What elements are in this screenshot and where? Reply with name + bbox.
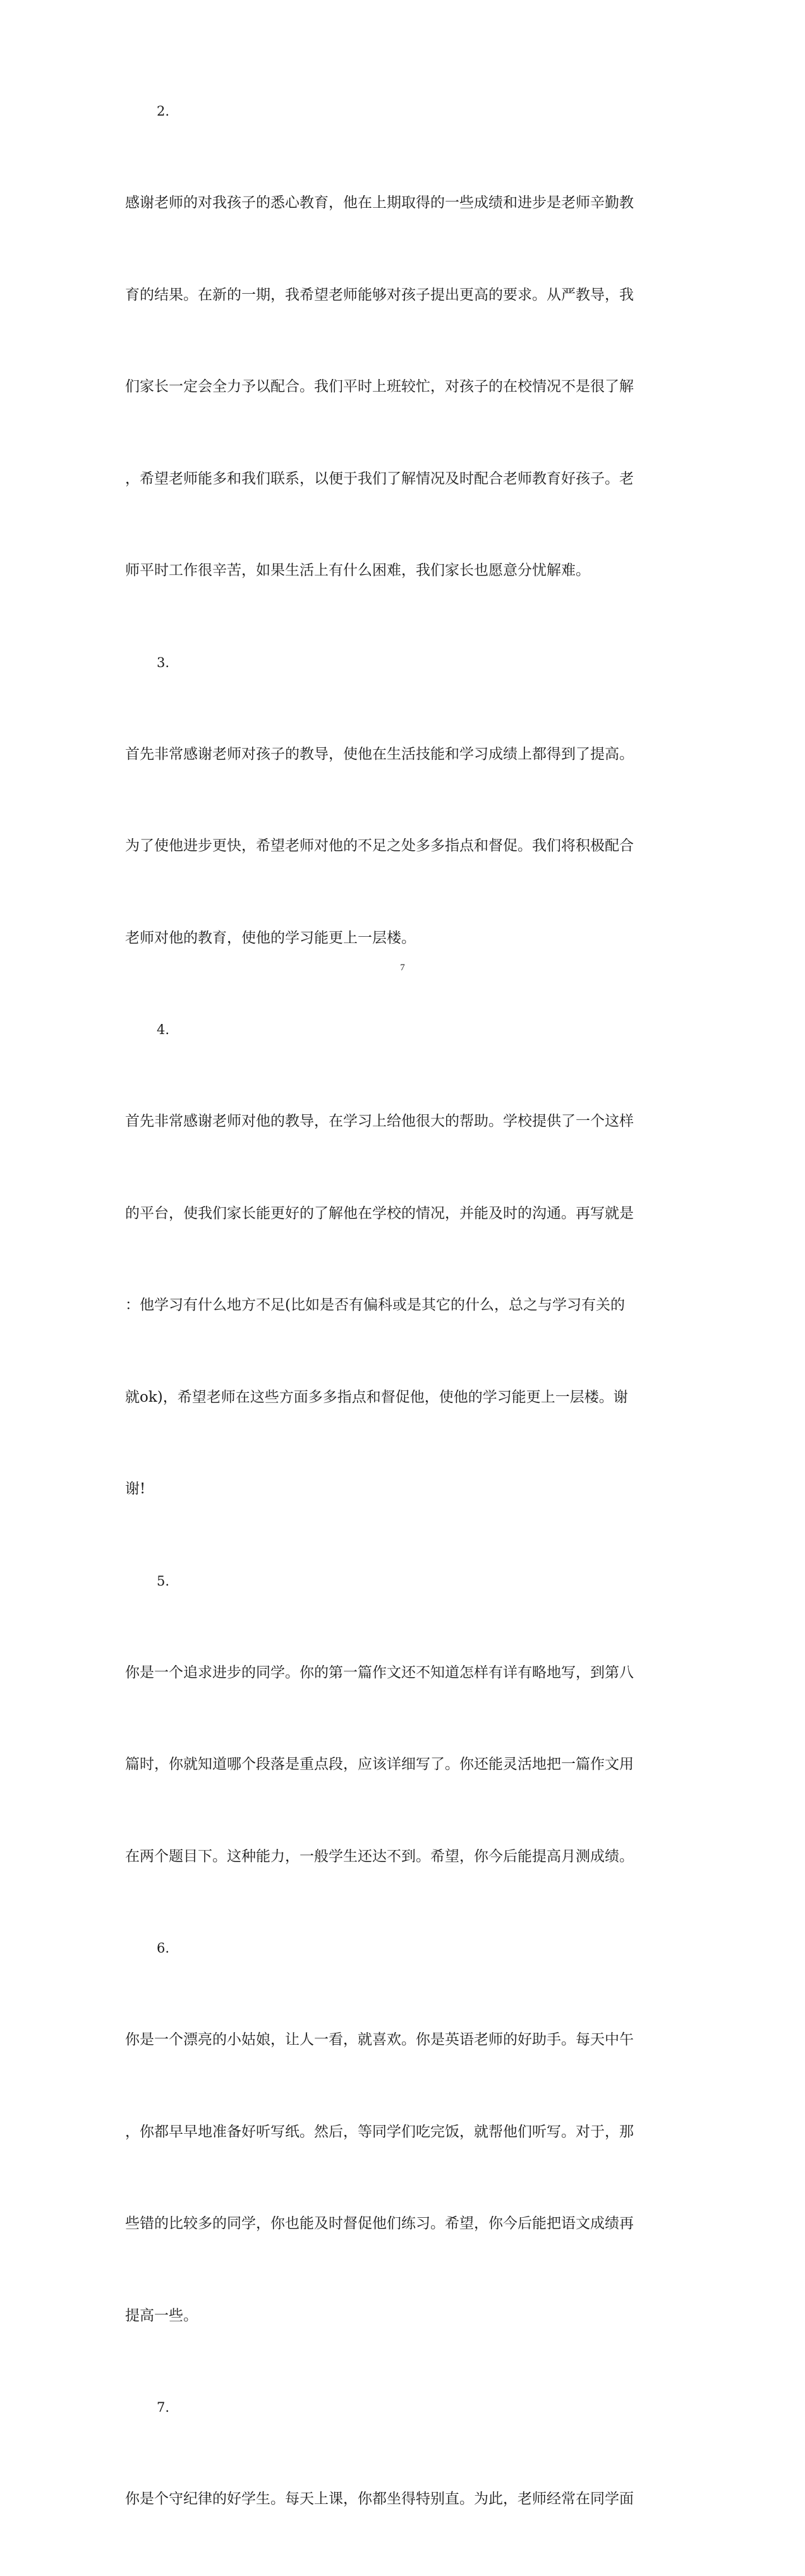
paragraph (125, 1596, 681, 1934)
item-7 (125, 2392, 681, 2576)
paragraph-line: ，希望老师能多和我们联系，以便于我们了解情况及时配合老师教育好孩子。老 (125, 470, 634, 487)
paragraph-line: 感谢老师的对我孩子的悉心教育，他在上期取得的一些成绩和进步是老师辛勤教 (125, 195, 634, 211)
paragraph-line: 首先非常感谢老师对他的教导，在学习上给他很大的帮助。学校提供了一个这样 (125, 1113, 634, 1129)
item-4 (125, 1014, 681, 1566)
page-number: 7 (400, 963, 405, 973)
item-number: 2. (157, 104, 170, 119)
item-6 (125, 1933, 681, 2392)
paragraph-line: 们家长一定会全力予以配合。我们平时上班较忙，对孩子的在校情况不是很了解 (125, 378, 634, 395)
item-2 (125, 96, 681, 647)
paragraph-line: 的平台，使我们家长能更好的了解他在学校的情况，并能及时的沟通。再写就是 (125, 1205, 634, 1222)
paragraph-line: 师平时工作很辛苦，如果生活上有什么困难，我们家长也愿意分忧解难。 (125, 562, 590, 579)
item-number: 7. (157, 2400, 170, 2415)
paragraph-line: 首先非常感谢老师对孩子的教导，使他在生活技能和学习成绩上都得到了提高。 (125, 745, 634, 762)
item-number: 6. (157, 1941, 170, 1956)
item-number: 4. (157, 1022, 170, 1037)
paragraph-line: 在两个题目下。这种能力，一般学生还达不到。希望，你今后能提高月测成绩。 (125, 1848, 634, 1865)
item-number: 5. (157, 1573, 170, 1589)
paragraph-line: 育的结果。在新的一期，我希望老师能够对孩子提出更高的要求。从严教导，我 (125, 286, 634, 303)
paragraph-line: ，你都早早地准备好听写纸。然后，等同学们吃完饭，就帮他们听写。对于，那 (125, 2123, 634, 2140)
item-5 (125, 1566, 681, 1934)
paragraph (125, 1963, 681, 2392)
paragraph-line: 篇时，你就知道哪个段落是重点段，应该详细写了。你还能灵活地把一篇作文用 (125, 1756, 634, 1773)
paragraph-line: ：他学习有什么地方不足(比如是否有偏科或是其它的什么，总之与学习有关的 (125, 1297, 625, 1313)
paragraph-line: 为了使他进步更快，希望老师对他的不足之处多多指点和督促。我们将积极配合 (125, 838, 634, 854)
paragraph (125, 126, 681, 647)
paragraph-line: 你是个守纪律的好学生。每天上课，你都坐得特别直。为此，老师经常在同学面 (125, 2491, 634, 2507)
document-body (125, 96, 681, 2576)
paragraph-line: 谢! (125, 1481, 146, 1497)
paragraph-line: 就ok)，希望老师在这些方面多多指点和督促他，使他的学习能更上一层楼。谢 (125, 1388, 628, 1405)
item-number: 3. (157, 654, 170, 670)
paragraph-line: 你是一个追求进步的同学。你的第一篇作文还不知道怎样有详有略地写，到第八 (125, 1664, 634, 1681)
paragraph-line: 你是一个漂亮的小姑娘，让人一看，就喜欢。你是英语老师的好助手。每天中午 (125, 2031, 634, 2048)
paragraph (125, 2423, 681, 2576)
paragraph-line: 老师对他的教育，使他的学习能更上一层楼。 (125, 929, 416, 946)
paragraph-line: 些错的比较多的同学，你也能及时督促他们练习。希望，你今后能把语文成绩再 (125, 2215, 634, 2232)
paragraph (125, 1045, 681, 1566)
item-3 (125, 647, 681, 1015)
paragraph-line: 提高一些。 (125, 2307, 198, 2324)
